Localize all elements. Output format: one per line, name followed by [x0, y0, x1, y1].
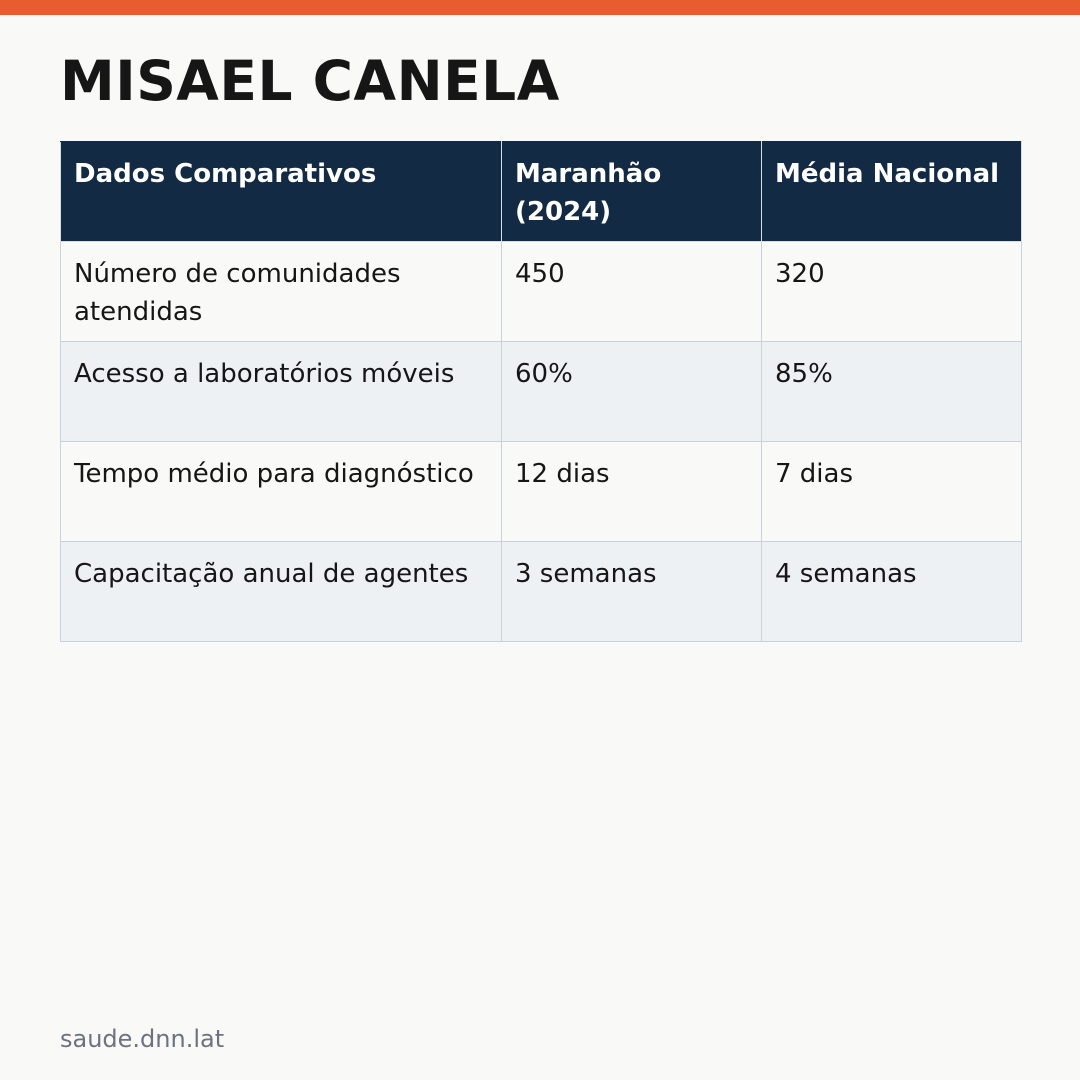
maranhao-value-cell: 3 semanas	[502, 542, 762, 642]
column-header-media-nacional: Média Nacional	[762, 142, 1022, 242]
table-row	[61, 242, 1022, 342]
national-average-cell: 320	[762, 242, 1022, 342]
column-header-maranhao-2024: Maranhão (2024)	[502, 142, 762, 242]
maranhao-value-cell: 60%	[502, 342, 762, 442]
table-row	[61, 542, 1022, 642]
source-footer: saude.dnn.lat	[60, 1025, 225, 1053]
row-label-cell: Acesso a laboratórios móveis	[61, 342, 502, 442]
row-label-cell: Tempo médio para diagnóstico	[61, 442, 502, 542]
maranhao-value-cell: 450	[502, 242, 762, 342]
national-average-cell: 7 dias	[762, 442, 1022, 542]
page-title: MISAEL CANELA	[60, 49, 560, 113]
national-average-cell: 85%	[762, 342, 1022, 442]
table-header-row	[61, 142, 1022, 242]
national-average-cell: 4 semanas	[762, 542, 1022, 642]
accent-top-bar	[0, 0, 1080, 15]
row-label-cell: Número de comunidades atendidas	[61, 242, 502, 342]
maranhao-value-cell: 12 dias	[502, 442, 762, 542]
comparison-table	[60, 141, 1022, 642]
row-label-cell: Capacitação anual de agentes	[61, 542, 502, 642]
column-header-dados-comparativos: Dados Comparativos	[61, 142, 502, 242]
table-row	[61, 442, 1022, 542]
table-row	[61, 342, 1022, 442]
